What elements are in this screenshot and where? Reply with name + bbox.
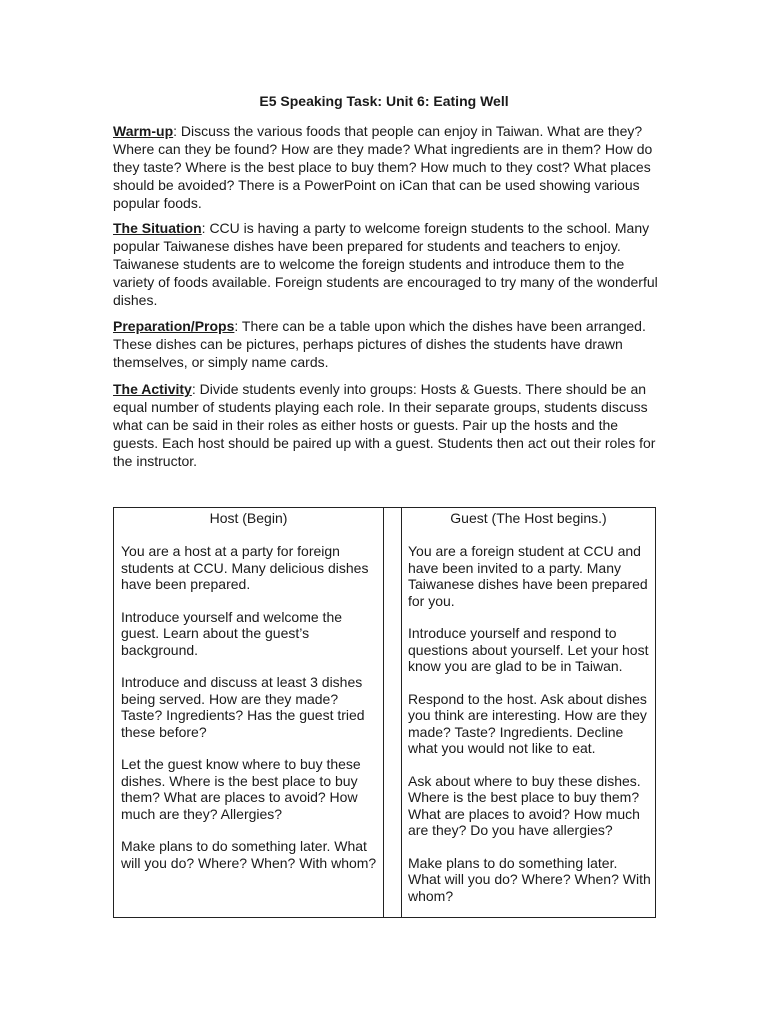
guest-instruction: Ask about where to buy these dishes. Where is the best place to buy them? What are places to avoid? How much are they? Do you have allergies? [408, 772, 641, 838]
preparation-paragraph [113, 317, 658, 371]
warm-up-paragraph [113, 122, 658, 212]
situation-paragraph [113, 219, 658, 309]
host-instruction: Introduce yourself and welcome the guest. Learn about the guest’s background. [121, 608, 343, 658]
guest-instruction: You are a foreign student at CCU and have been invited to a party. Many Taiwanese dishes have been prepared for you. [408, 543, 648, 609]
preparation-text: : There can be a table upon which the dishes have been arranged. These dishes can be pictures, perhaps pictures of dishes the students have drawn themselves, or simply name cards. [113, 318, 646, 370]
guest-column [402, 508, 655, 917]
warm-up-heading: Warm-up [113, 123, 174, 139]
warm-up-text: : Discuss the various foods that people can enjoy in Taiwan. What are they? Where can they be found? How are they made? What ingredients are in them? How do they taste? Where is the best place to buy them? How much to they cost? What places should be avoided? There is a PowerPoint on iCan that can be used showing various popular foods. [113, 123, 653, 211]
guest-instruction: Respond to the host. Ask about dishes you think are interesting. How are they made? Taste? Ingredients. Decline what you would not like to eat. [408, 690, 647, 756]
host-instruction: Introduce and discuss at least 3 dishes being served. How are they made? Taste? Ingredients? Has the guest tried these before? [121, 674, 365, 740]
host-column [114, 508, 384, 917]
situation-heading: The Situation [113, 220, 202, 236]
roles-table [113, 507, 656, 918]
spacer-column [384, 508, 402, 917]
guest-column-header: Guest (The Host begins.) [450, 510, 607, 526]
activity-text: : Divide students evenly into groups: Hosts & Guests. There should be an equal number of students playing each role. In their separate groups, students discuss what can be said in their roles as either hosts or guests. Pair up the hosts and the guests. Each host should be paired up with a guest. Students then act out their roles for the instructor. [113, 381, 656, 469]
host-instruction: Make plans to do something later. What will you do? Where? When? With whom? [121, 838, 377, 871]
situation-text: : CCU is having a party to welcome foreign students to the school. Many popular Taiwanese dishes have been prepared for students and teachers to enjoy. Taiwanese students are to welcome the foreign students and introduce them to the variety of foods available. Foreign students are encouraged to try many of the wonderful dishes. [113, 220, 658, 308]
activity-paragraph [113, 380, 658, 470]
host-instruction: You are a host at a party for foreign students at CCU. Many delicious dishes have been prepared. [121, 543, 369, 592]
guest-instruction: Make plans to do something later. What will you do? Where? When? With whom? [408, 854, 651, 904]
activity-heading: The Activity [113, 381, 192, 397]
host-column-header: Host (Begin) [209, 510, 288, 526]
guest-instruction: Introduce yourself and respond to questions about yourself. Let your host know you are glad to be in Taiwan. [408, 625, 649, 674]
preparation-heading: Preparation/Props [113, 318, 235, 334]
host-instruction: Let the guest know where to buy these dishes. Where is the best place to buy them? What are places to avoid? How much are they? Allergies? [121, 756, 361, 822]
document-title: E5 Speaking Task: Unit 6: Eating Well [259, 93, 509, 109]
